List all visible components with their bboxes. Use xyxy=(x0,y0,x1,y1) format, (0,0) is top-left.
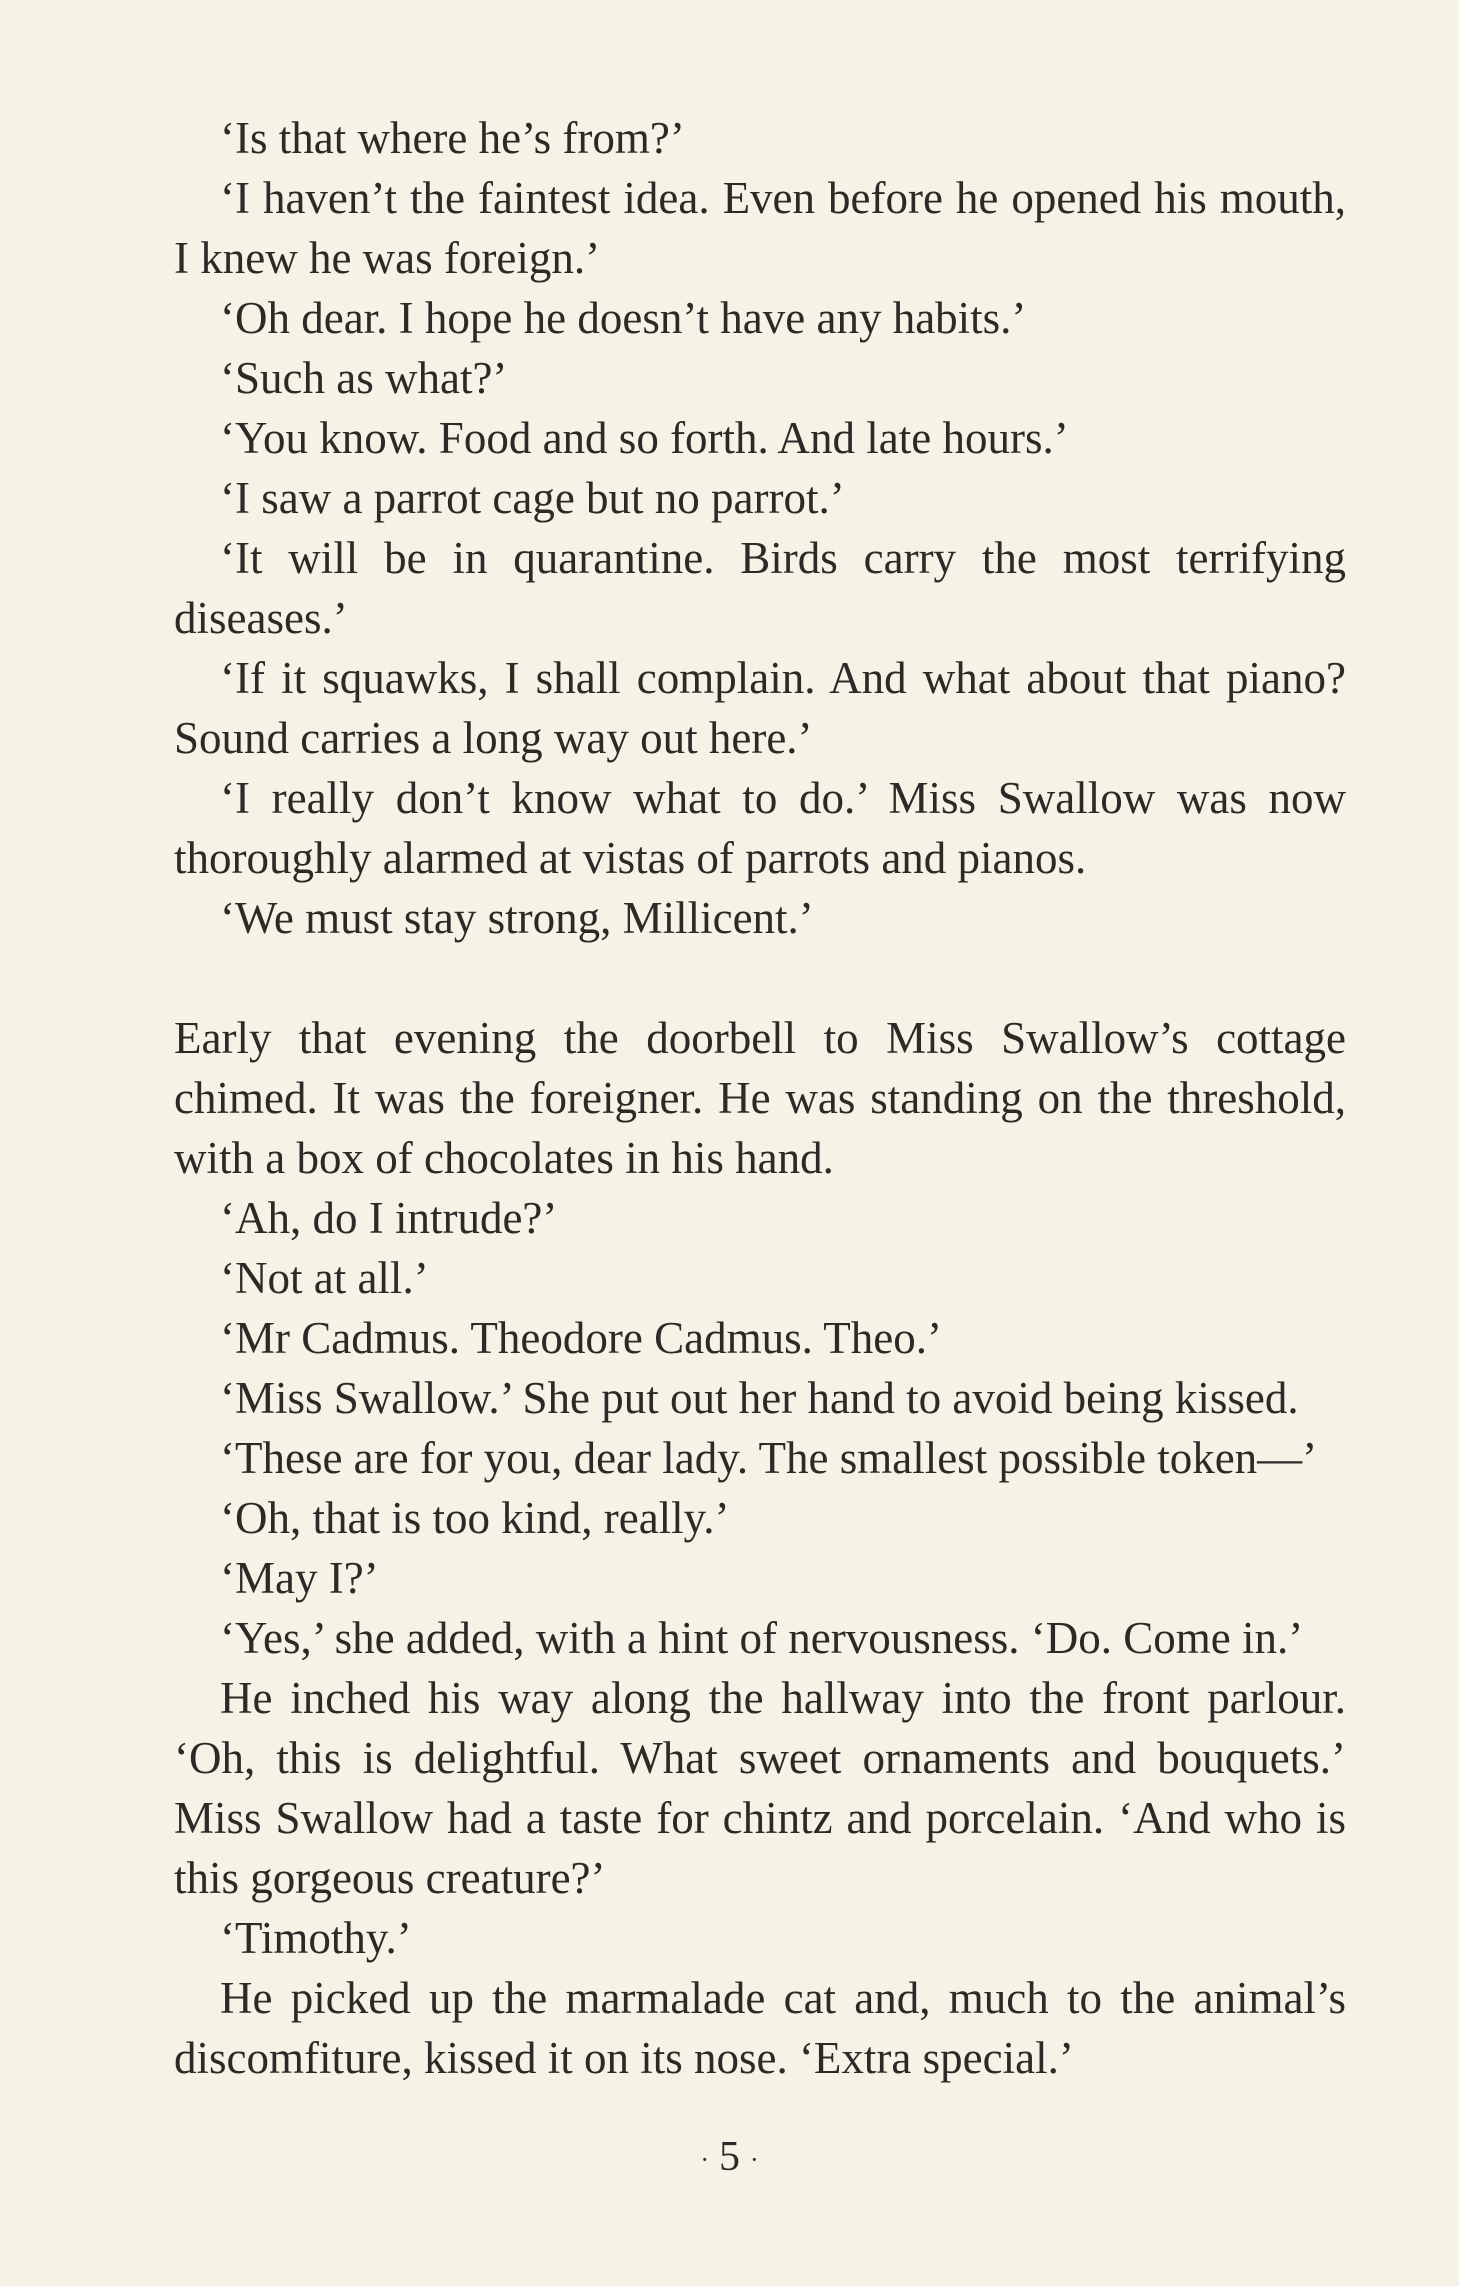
paragraph: ‘Oh, that is too kind, really.’ xyxy=(220,1493,730,1543)
paragraph: ‘You know. Food and so forth. And late hours.’ xyxy=(220,413,1069,463)
paragraph: ‘It will be in quarantine. Birds carry the most terrifying diseases.’ xyxy=(174,533,1346,643)
paragraph: ‘Such as what?’ xyxy=(220,353,508,403)
paragraph: ‘Yes,’ she added, with a hint of nervousness. ‘Do. Come in.’ xyxy=(220,1613,1304,1663)
page-number-footer xyxy=(0,2132,1459,2185)
paragraph: ‘Mr Cadmus. Theodore Cadmus. Theo.’ xyxy=(220,1313,942,1363)
paragraph: ‘These are for you, dear lady. The smallest possible token—’ xyxy=(220,1433,1318,1483)
page-number: 5 xyxy=(719,2134,740,2180)
paragraph: ‘Not at all.’ xyxy=(220,1253,429,1303)
paragraph: ‘If it squawks, I shall complain. And what about that piano? Sound carries a long way out here.’ xyxy=(174,653,1346,763)
paragraph: He inched his way along the hallway into the front parlour. ‘Oh, this is delightful. What sweet ornaments and bouquets.’ Miss Swallow had a taste for chintz and porcelain. ‘And who is this gorgeous creature?’ xyxy=(174,1673,1346,1903)
paragraph: ‘Oh dear. I hope he doesn’t have any habits.’ xyxy=(220,293,1027,343)
body-text xyxy=(174,108,1346,2088)
paragraph: ‘Is that where he’s from?’ xyxy=(220,113,685,163)
paragraph: ‘We must stay strong, Millicent.’ xyxy=(220,893,814,943)
paragraph: ‘I really don’t know what to do.’ Miss Swallow was now thoroughly alarmed at vistas of parrots and pianos. xyxy=(174,773,1346,883)
paragraph: He picked up the marmalade cat and, much to the animal’s discomfiture, kissed it on its nose. ‘Extra special.’ xyxy=(174,1973,1346,2083)
paragraph: ‘I saw a parrot cage but no parrot.’ xyxy=(220,473,845,523)
folio-dot-right: · xyxy=(750,2145,759,2175)
paragraph: ‘I haven’t the faintest idea. Even before he opened his mouth, I knew he was foreign.’ xyxy=(174,173,1346,283)
section-opening-paragraph: Early that evening the doorbell to Miss Swallow’s cottage chimed. It was the foreigner. He was standing on the threshold, with a box of chocolates in his hand. xyxy=(174,1013,1346,1183)
paragraph: ‘Timothy.’ xyxy=(220,1913,412,1963)
section-break xyxy=(174,948,1346,1008)
paragraph: ‘May I?’ xyxy=(220,1553,379,1603)
paragraph: ‘Ah, do I intrude?’ xyxy=(220,1193,558,1243)
paragraph: ‘Miss Swallow.’ She put out her hand to avoid being kissed. xyxy=(220,1373,1299,1423)
folio-dot-left: · xyxy=(700,2145,709,2175)
